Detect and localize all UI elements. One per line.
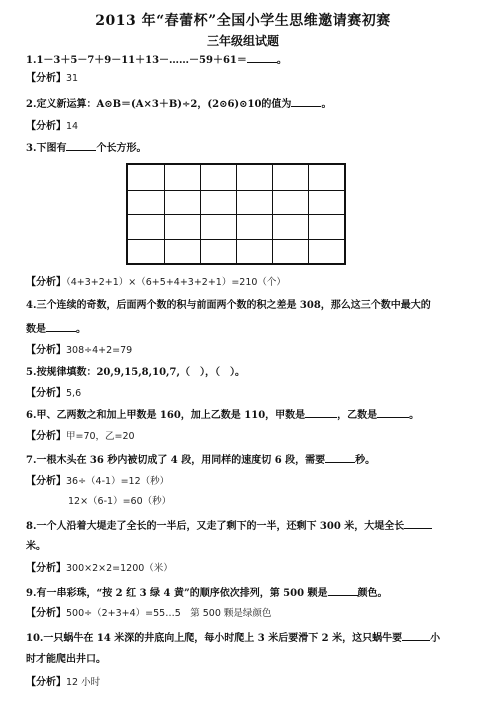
answer-blank [402, 630, 430, 641]
question-8: 8.一个人沿着大堤走了全长的一半后，又走了剩下的一半，还剩下 300 米，大堤全长 [26, 518, 432, 534]
answer-blank [305, 407, 337, 418]
answer-blank [66, 140, 96, 151]
rectangle-grid-figure [126, 163, 346, 265]
analysis-6: 【分析】甲=70，乙=20 [26, 431, 135, 442]
analysis-2: 【分析】14 [26, 121, 79, 132]
analysis-5: 【分析】5,6 [26, 388, 82, 399]
answer-blank [325, 452, 355, 463]
page-subtitle: 三年级组试题 [206, 34, 279, 48]
answer-blank [247, 52, 277, 63]
question-2: 2.定义新运算：A⊙B＝(A×3＋B)÷2，(2⊙6)⊙10的值为 。 [26, 96, 331, 112]
analysis-4: 【分析】308÷4+2=79 [26, 345, 133, 356]
question-5: 5.按规律填数：20,9,15,8,10,7,（ ），（ ）。 [26, 367, 245, 378]
answer-blank [328, 585, 358, 596]
answer-blank [46, 321, 76, 332]
question-9: 9.有一串彩珠，“按 2 红 3 绿 4 黄”的顺序依次排列，第 500 颗是 颜色。 [26, 585, 388, 601]
analysis-7-line-2: 12×（6-1）=60（秒） [68, 496, 172, 507]
answer-blank [291, 96, 321, 107]
page-title: 2013 年“春蕾杯”全国小学生思维邀请赛初赛 [95, 13, 391, 29]
analysis-3: 【分析】（4+3+2+1）×（6+5+4+3+2+1）=210（个） [26, 277, 286, 288]
question-7: 7.一根木头在 36 秒内被切成了 4 段，用同样的速度切 6 段，需要 秒。 [26, 452, 375, 468]
question-4: 4.三个连续的奇数，后面两个数的积与前面两个数的积之差是 308，那么这三个数中最大的 [26, 300, 431, 311]
analysis-8: 【分析】300×2×2=1200（米） [26, 563, 173, 574]
answer-blank [404, 518, 432, 529]
analysis-10: 【分析】12 小时 [26, 677, 101, 688]
analysis-1: 【分析】31 [26, 73, 79, 84]
question-4-continued: 数是 。 [26, 321, 86, 337]
question-3: 3.下图有 个长方形。 [26, 140, 146, 156]
analysis-9: 【分析】500÷（2+3+4）=55…5 第 500 颗是绿颜色 [26, 608, 272, 619]
analysis-7: 【分析】36÷（4-1）=12（秒） [26, 476, 170, 487]
question-8-continued: 米。 [26, 541, 46, 552]
question-6: 6.甲、乙两数之和加上甲数是 160，加上乙数是 110，甲数是 ，乙数是 。 [26, 407, 419, 423]
question-10: 10.一只蜗牛在 14 米深的井底向上爬，每小时爬上 3 米后要滑下 2 米，这只蜗牛要 小 [26, 630, 440, 646]
question-1: 1.1－3＋5－7＋9－11＋13－……－59＋61＝ 。 [26, 52, 287, 68]
question-10-continued: 时才能爬出井口。 [26, 654, 106, 665]
answer-blank [377, 407, 409, 418]
